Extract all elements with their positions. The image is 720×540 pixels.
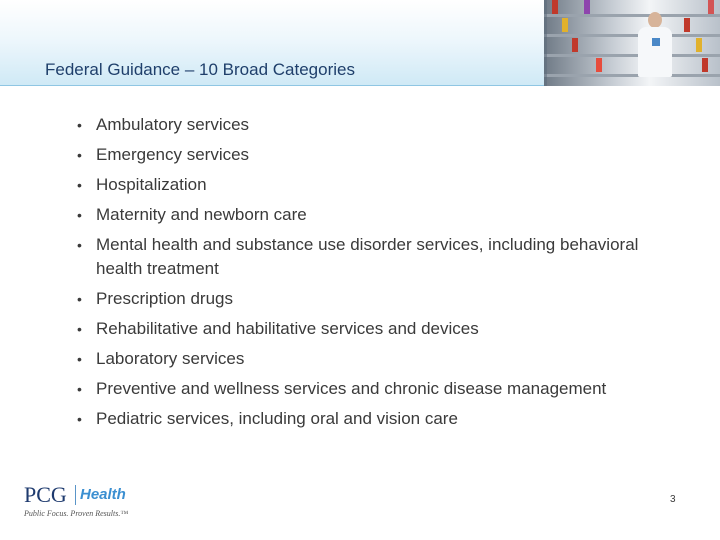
list-item: • Maternity and newborn care xyxy=(77,203,677,227)
list-item: • Laboratory services xyxy=(77,347,677,371)
bullet-dot-icon: • xyxy=(77,237,82,253)
bullet-dot-icon: • xyxy=(77,351,82,367)
pharmacist-figure xyxy=(648,12,662,28)
bullet-dot-icon: • xyxy=(77,177,82,193)
bullet-dot-icon: • xyxy=(77,207,82,223)
bullet-dot-icon: • xyxy=(77,117,82,133)
list-item: • Ambulatory services xyxy=(77,113,677,137)
list-item: • Rehabilitative and habilitative services and devices xyxy=(77,317,677,341)
logo-tagline: Public Focus. Proven Results.™ xyxy=(24,509,129,518)
logo-divider xyxy=(75,485,76,505)
pcg-health-logo xyxy=(24,482,164,522)
pharmacy-shelves-photo xyxy=(544,0,720,86)
list-item: • Hospitalization xyxy=(77,173,677,197)
bullet-dot-icon: • xyxy=(77,147,82,163)
list-item: • Prescription drugs xyxy=(77,287,677,311)
page-number: 3 xyxy=(670,494,676,505)
logo-product-name: Health xyxy=(80,486,126,503)
category-list xyxy=(77,113,677,437)
list-item: • Pediatric services, including oral and vision care xyxy=(77,407,677,431)
list-item: • Emergency services xyxy=(77,143,677,167)
list-item: • Mental health and substance use disorder services, including behavioral health treatment xyxy=(77,235,639,278)
bullet-dot-icon: • xyxy=(77,411,82,427)
bullet-dot-icon: • xyxy=(77,321,82,337)
slide-title: Federal Guidance – 10 Broad Categories xyxy=(45,60,355,79)
bullet-dot-icon: • xyxy=(77,381,82,397)
logo-letters: PCG xyxy=(24,482,67,507)
list-item: • Preventive and wellness services and chronic disease management xyxy=(77,377,677,401)
bullet-dot-icon: • xyxy=(77,291,82,307)
